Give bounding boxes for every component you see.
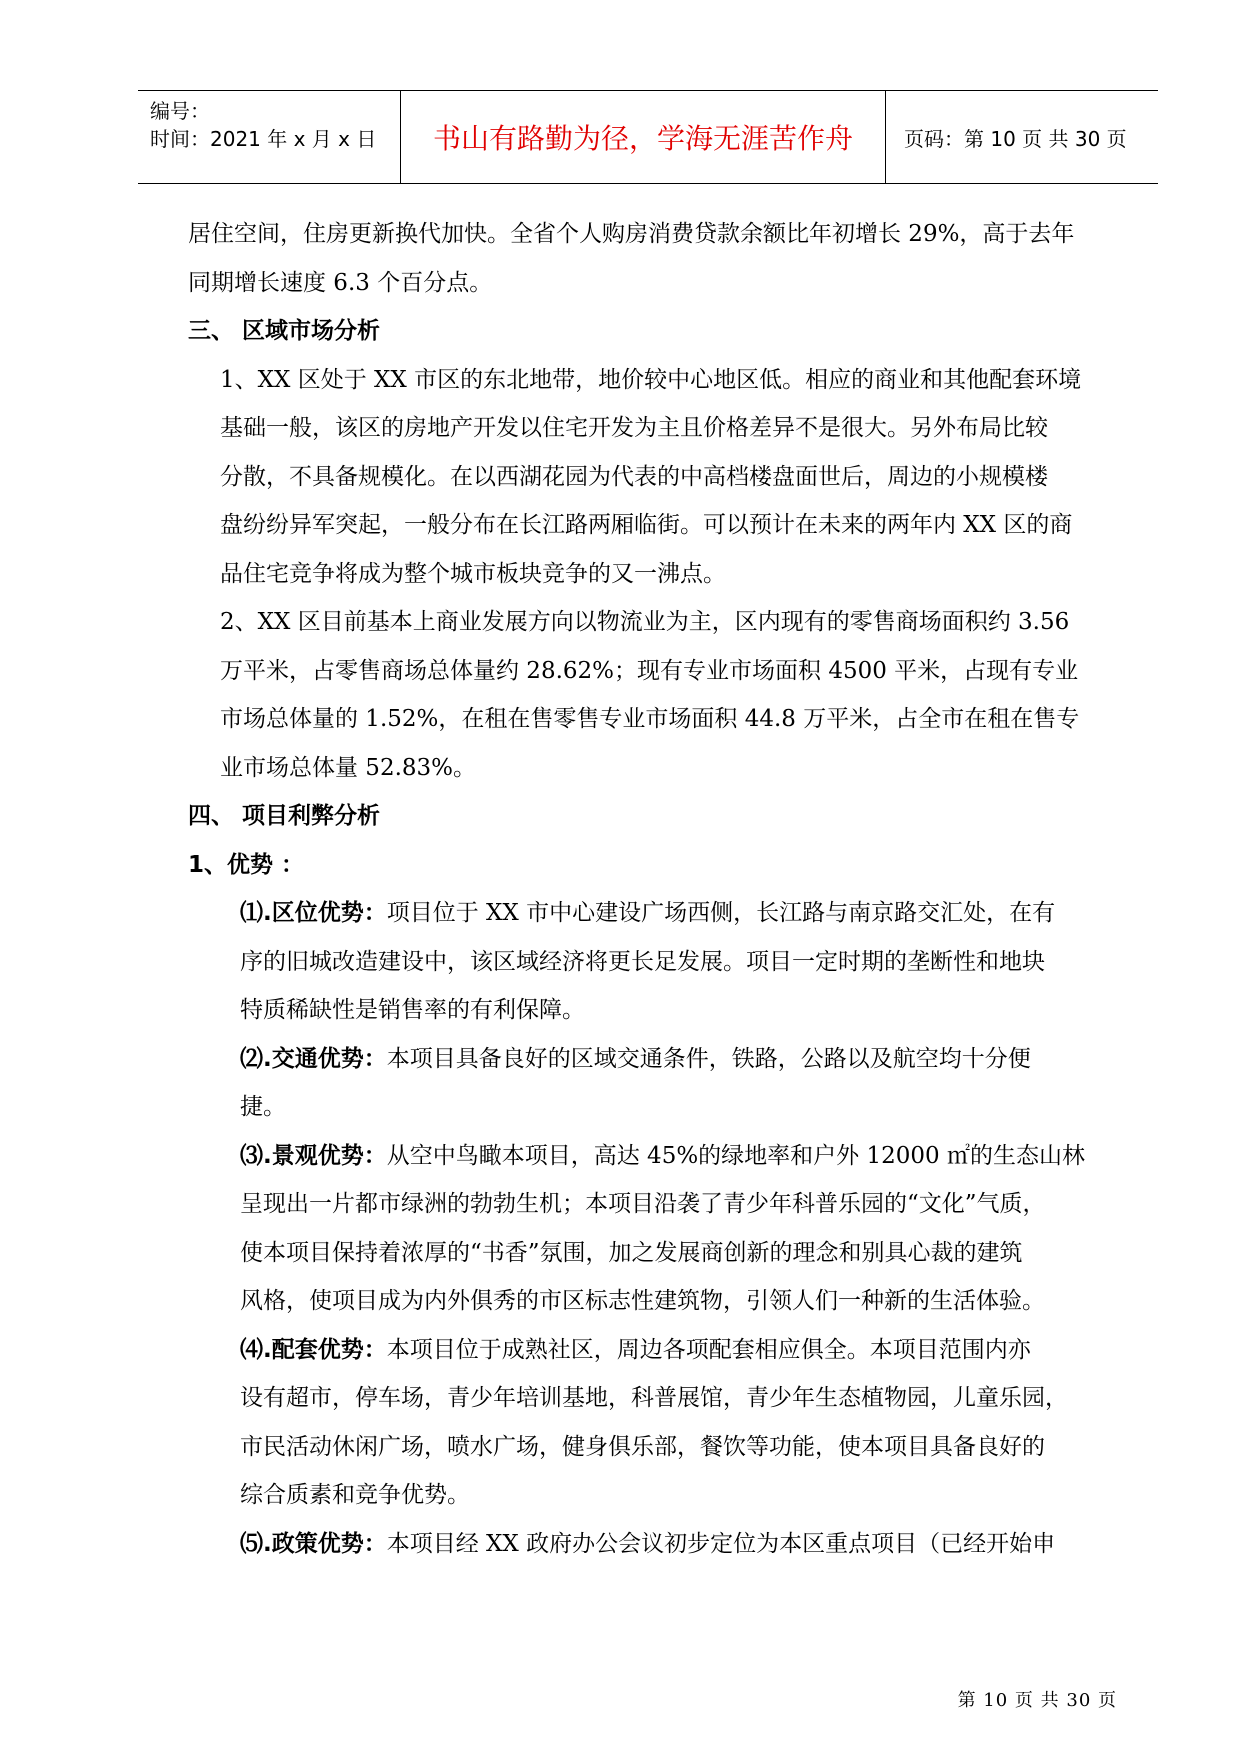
header-left-cell bbox=[138, 91, 400, 183]
header-motto: 书山有路勤为径，学海无涯苦作舟 bbox=[400, 91, 886, 183]
section-heading: 三、 区域市场分析 bbox=[188, 318, 381, 344]
header-table bbox=[138, 90, 1158, 184]
advantage-label: ⑷.配套优势： bbox=[240, 1336, 387, 1363]
advantage-text: 本项目经 XX 政府办公会议初步定位为本区重点项目（已经开始申 bbox=[386, 1530, 1056, 1557]
advantage-line bbox=[188, 1132, 1128, 1181]
body-line: 盘纷纷异军突起，一般分布在长江路两厢临街。可以预计在未来的两年内 XX 区的商 bbox=[220, 512, 1073, 538]
body-line: 分散，不具备规模化。在以西湖花园为代表的中高档楼盘面世后，周边的小规模楼 bbox=[220, 463, 1048, 490]
advantage-text: 本项目具备良好的区域交通条件，铁路，公路以及航空均十分便 bbox=[386, 1045, 1031, 1072]
advantage-label: ⑴.区位优势： bbox=[240, 900, 387, 926]
section-heading: 四、 项目利弊分析 bbox=[188, 803, 381, 829]
body-line: 2、XX 区目前基本上商业发展方向以物流业为主，区内现有的零售商场面积约 3.56 bbox=[220, 609, 1070, 635]
advantage-label: ⑵.交通优势： bbox=[240, 1045, 387, 1072]
header-page-info: 页码：第 10 页 共 30 页 bbox=[904, 126, 1127, 151]
body-line: 同期增长速度 6.3 个百分点。 bbox=[188, 269, 493, 296]
page-footer: 第 10 页 共 30 页 bbox=[957, 1690, 1117, 1711]
body-line: 居住空间，住房更新换代加快。全省个人购房消费贷款余额比年初增长 29%，高于去年 bbox=[188, 221, 1075, 247]
advantage-label: ⑶.景观优势： bbox=[240, 1142, 387, 1169]
body-line: 基础一般，该区的房地产开发以住宅开发为主且价格差异不是很大。另外布局比较 bbox=[220, 415, 1048, 441]
body-line: 特质稀缺性是销售率的有利保障。 bbox=[240, 997, 585, 1023]
time-label: 时间：2021 年 x 月 x 日 bbox=[150, 127, 377, 151]
subsection-heading: 1、优势 ： bbox=[188, 851, 305, 878]
body-line: 使本项目保持着浓厚的“书香”氛围，加之发展商创新的理念和别具心裁的建筑 bbox=[240, 1239, 1023, 1266]
body-line: 市民活动休闲广场，喷水广场，健身俱乐部，餐饮等功能，使本项目具备良好的 bbox=[240, 1433, 1045, 1460]
advantage-text: 本项目位于成熟社区，周边各项配套相应俱全。本项目范围内亦 bbox=[386, 1336, 1031, 1363]
advantage-line bbox=[188, 1326, 1128, 1375]
body-line: 风格，使项目成为内外俱秀的市区标志性建筑物，引领人们一种新的生活体验。 bbox=[240, 1288, 1045, 1314]
body-line: 呈现出一片都市绿洲的勃勃生机；本项目沿袭了青少年科普乐园的“文化”气质， bbox=[240, 1191, 1046, 1217]
number-label: 编号： bbox=[150, 99, 210, 123]
advantage-label: ⑸.政策优势： bbox=[240, 1530, 387, 1557]
body-line: 业市场总体量 52.83%。 bbox=[220, 754, 477, 781]
body-line: 1、XX 区处于 XX 市区的东北地带，地价较中心地区低。相应的商业和其他配套环境 bbox=[220, 366, 1082, 393]
body-line: 捷。 bbox=[240, 1094, 286, 1120]
advantage-text: 从空中鸟瞰本项目，高达 45%的绿地率和户外 12000 ㎡的生态山林 bbox=[386, 1142, 1085, 1169]
body-line: 设有超市，停车场，青少年培训基地，科普展馆，青少年生态植物园，儿童乐园， bbox=[240, 1385, 1068, 1411]
advantage-text: 项目位于 XX 市中心建设广场西侧，长江路与南京路交汇处，在有 bbox=[386, 900, 1056, 926]
body-line: 综合质素和竞争优势。 bbox=[240, 1482, 470, 1508]
document-body bbox=[188, 210, 1128, 1568]
body-line: 市场总体量的 1.52%，在租在售零售专业市场面积 44.8 万平米，占全市在租在售专 bbox=[220, 706, 1080, 732]
body-line: 万平米，占零售商场总体量约 28.62%；现有专业市场面积 4500 平米，占现有专业 bbox=[220, 657, 1079, 684]
body-line: 序的旧城改造建设中，该区域经济将更长足发展。项目一定时期的垄断性和地块 bbox=[240, 948, 1045, 975]
advantage-line bbox=[188, 889, 1128, 938]
advantage-line bbox=[188, 1035, 1128, 1084]
body-line: 品住宅竞争将成为整个城市板块竞争的又一沸点。 bbox=[220, 560, 726, 587]
advantage-line bbox=[188, 1520, 1128, 1569]
